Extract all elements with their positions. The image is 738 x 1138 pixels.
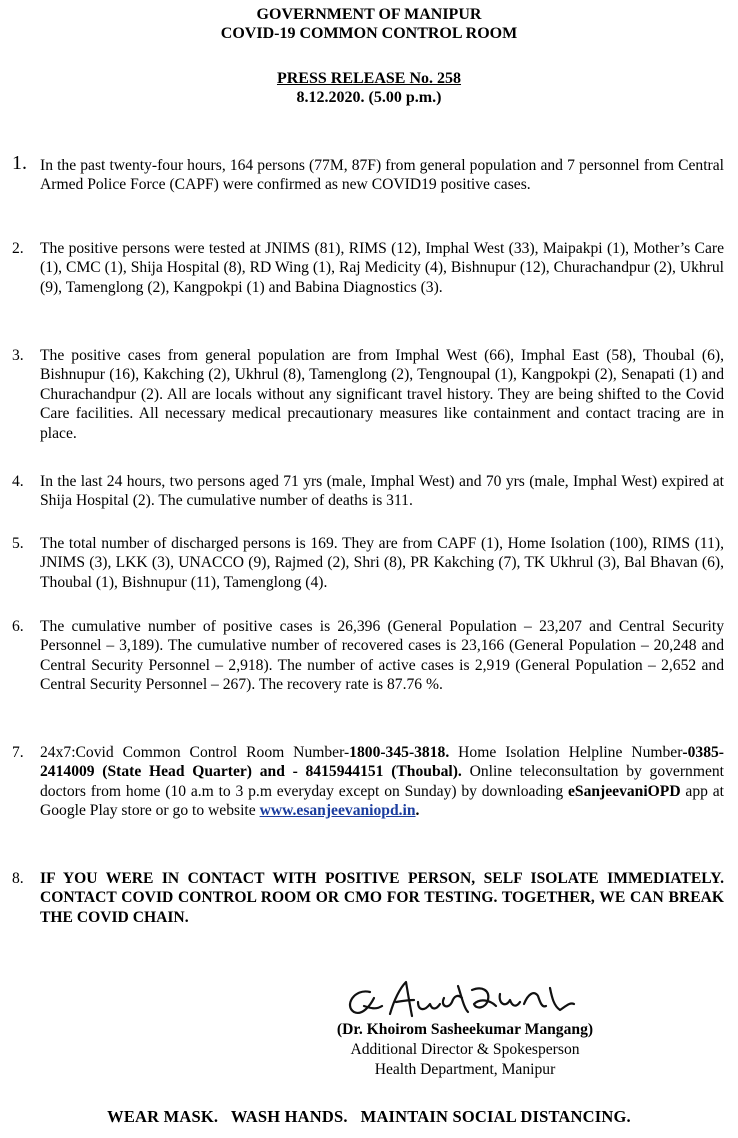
item-text-advisory: IF YOU WERE IN CONTACT WITH POSITIVE PERSON, SELF ISOLATE IMMEDIATELY. CONTACT COVID CONTROL ROOM OR CMO FOR TESTING. TOGETHER, WE CAN BREAK THE COVID CHAIN. — [40, 870, 724, 926]
list-item-4 — [12, 472, 724, 511]
document-header — [0, 5, 738, 43]
signatory-department: Health Department, Manipur — [374, 1061, 556, 1078]
item-number: 4. — [12, 473, 24, 490]
header-government: GOVERNMENT OF MANIPUR — [256, 6, 482, 23]
list-item-8 — [12, 869, 724, 927]
list-item-5 — [12, 534, 724, 592]
item-text: The total number of discharged persons is 169. They are from CAPF (1), Home Isolation (100), RIMS (11), JNIMS (3), LKK (3), UNACCO (9), Rajmed (2), Shri (8), PR Kakching (7), TK Ukhrul (3), Bal Bhavan (6), Thoubal (1), Bishnupur (11), Tamenglong (4). — [40, 535, 724, 591]
app-name: eSanjeevaniOPD — [567, 782, 681, 800]
item-number: 3. — [12, 347, 24, 364]
list-item-7 — [12, 743, 724, 821]
item-number: 1. — [12, 152, 27, 174]
item-text: In the past twenty-four hours, 164 persons (77M, 87F) from general population and 7 personnel from Central Armed Police Force (CAPF) were confirmed as new COVID19 positive cases. — [40, 157, 724, 194]
item-text: The positive persons were tested at JNIMS (81), RIMS (12), Imphal West (33), Maipakpi (1), Mother’s Care (1), CMC (1), Shija Hospital (8), RD Wing (1), Raj Medicity (4), Bishnupur (12), Churachandpur (2), Ukhrul (9), Tamenglong (2), Kangpokpi (1) and Babina Diagnostics (3). — [40, 240, 724, 296]
signatory-block — [300, 1020, 630, 1080]
list-item-1 — [12, 152, 724, 195]
item-number: 2. — [12, 240, 24, 257]
signatory-name: (Dr. Khoirom Sasheekumar Mangang) — [336, 1021, 594, 1038]
list-item-6 — [12, 617, 724, 695]
item-number: 8. — [12, 870, 24, 887]
item-text: The cumulative number of positive cases is 26,396 (General Population – 23,207 and Central Security Personnel – 3,189). The cumulative number of recovered cases is 23,166 (General Population – 20,248 and Central Security Personnel – 2,918). The number of active cases is 2,919 (General Population – 2,652 and Central Security Personnel – 267). The recovery rate is 87.76 %. — [40, 618, 724, 694]
press-release-date: 8.12.2020. (5.00 p.m.) — [296, 89, 442, 106]
control-room-number: 1800-345-3818. — [349, 744, 450, 761]
website-link[interactable]: www.esanjeevaniopd.in — [259, 802, 416, 820]
item-text: 24x7:Covid Common Control Room Number-1800-345-3818. Home Isolation Helpline Number-0385-2414009 (State Head Quarter) and - 8415944151 (Thoubal). Online teleconsultation by government doctors from home (10 a.m to 3 p.m everyday except on Sunday) by downloading eSanjeevaniOPD app at Google Play store or go to website www.esanjeevaniopd.in. — [40, 744, 724, 820]
list-item-2 — [12, 239, 724, 297]
item-text: In the last 24 hours, two persons aged 71 yrs (male, Imphal West) and 70 yrs (male, Imphal West) expired at Shija Hospital (2). The cumulative number of deaths is 311. — [40, 473, 724, 510]
signatory-title: Additional Director & Spokesperson — [350, 1041, 580, 1058]
press-release-number: PRESS RELEASE No. 258 — [276, 70, 462, 87]
helpline-number: -0385-2414009 (State Head Quarter) and - 8415944151 (Thoubal). — [40, 744, 724, 781]
list-item-3 — [12, 346, 724, 443]
header-control-room: COVID-19 COMMON CONTROL ROOM — [220, 25, 518, 42]
item-number: 7. — [12, 744, 24, 761]
item-text: The positive cases from general population are from Imphal West (66), Imphal East (58), Thoubal (6), Bishnupur (16), Kakching (2), Ukhrul (8), Tamenglong (2), Tengnoupal (1), Kangpokpi (2), Senapati (1) and Churachandpur (2). All are locals without any significant travel history. They are being shifted to the Covid Care facilities. All necessary medical precautionary measures like containment and contact tracing are in place. — [40, 347, 724, 442]
item-number: 6. — [12, 618, 24, 635]
press-release-heading — [0, 69, 738, 107]
item-number: 5. — [12, 535, 24, 552]
footer-slogan: WEAR MASK. WASH HANDS. MAINTAIN SOCIAL DISTANCING. — [107, 1107, 631, 1126]
